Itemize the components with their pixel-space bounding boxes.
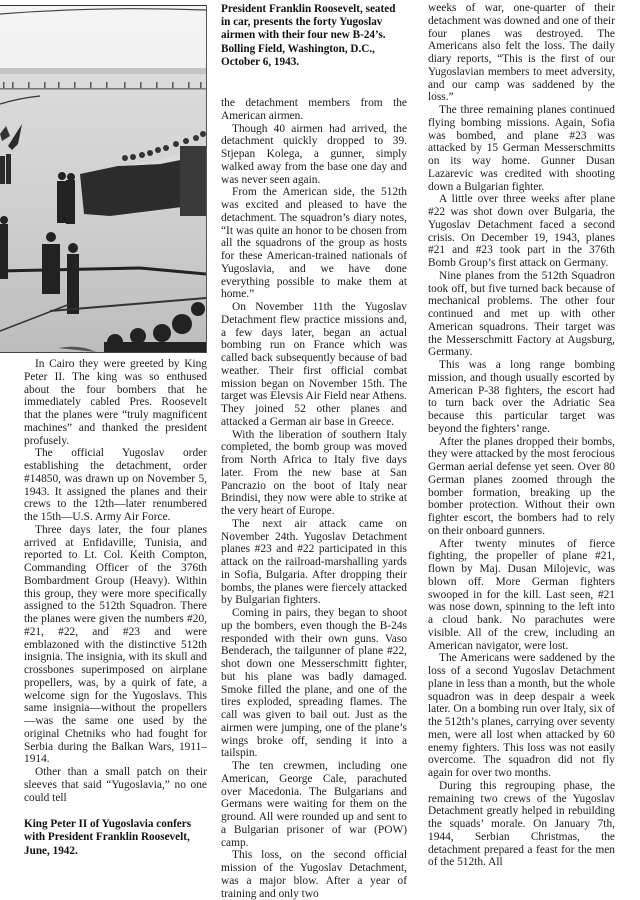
left-column-stack <box>24 358 207 858</box>
body-paragraph: Nine planes from the 512th Squadron took off, but five turned back because of mechanical problems. The other four continued and met up with other American squadrons. Their target was the Messerschmitt Factory at Augsburg, Germany. <box>428 269 615 359</box>
body-paragraph: Coming in pairs, they began to shoot up the bombers, even though the B-24s responded with their own guns. Vaso Benderach, the tailgunner of plane #22, shot down one Messerschmitt fighter, but his plane was badly damaged. Smoke filled the plane, and one of the tires exploded, spreading flames. The call was given to bail out. Just as the airmen were jumping, one of the plane’s wings broke off, sending it into a tailspin. <box>221 607 407 760</box>
text-column-middle <box>221 97 407 900</box>
body-paragraph: This loss, on the second official mission of the Yugoslav Detachment, was a major blow. After a year of training and only two <box>221 849 407 900</box>
body-paragraph: After twenty minutes of fierce fighting, the propeller of plane #21, flown by Maj. Dusan Milojevic, was blown off. More German fighters swooped in for the kill. Last seen, #21 was nose down, spinning to the left into a cloud bank. No parachutes were visible. All of the crew, including an American navigator, were lost. <box>428 537 615 652</box>
photo-image <box>0 6 206 352</box>
body-paragraph: In Cairo they were greeted by King Peter II. The king was so enthused about the four bombers that he immediately cabled Pres. Roosevelt that the planes were “truly magnificent machines” and thanked the president profusely. <box>24 358 207 447</box>
text-column-right <box>428 2 615 869</box>
body-paragraph: This was a long range bombing mission, and though usually escorted by American P-38 fighters, the escort had to turn back over the Adriatic Sea because this particular target was beyond the fighters’ range. <box>428 359 615 435</box>
body-paragraph: During this regrouping phase, the remaining two crews of the Yugoslav Detachment greatly helped in rebuilding the squads’ morale. On January 7th, 1944, Serbian Christmas, the detachment prepared a feast for the men of the 512th. All <box>428 779 615 869</box>
body-paragraph: A little over three weeks after plane #22 was shot down over Bulgaria, the Yugoslav Detachment faced a second crisis. On December 19, 1943, planes #21 and #23 took part in the 376th Bomb Group’s first attack on Germany. <box>428 193 615 269</box>
photo-caption-top: President Franklin Roosevelt, seated in car, presents the forty Yugoslav airmen with their four new B-24’s. Bolling Field, Washington, D.C., October 6, 1943. <box>221 3 396 68</box>
body-paragraph: Three days later, the four planes arrived at Enfidaville, Tunisia, and reported to Lt. Col. Keith Compton, Commanding Officer of the 376th Bombardment Group (Heavy). Within this group, they were more specifically assigned to the 512th Squadron. There the planes were given the numbers #20, #21, #22, and #23 and were emblazoned with the distinctive 512th insignia. The insignia, with its skull and crossbones superimposed on airplane propellers, was, by a quirk of fate, a welcome sign for the Yugoslavs. This same insignia—without the propellers—was the same one used by the original Chetniks who had fought for Serbia during the Balkan Wars, 1911–1914. <box>24 523 207 766</box>
photo-roosevelt-presentation <box>0 5 207 353</box>
photo-caption-bottom: King Peter II of Yugoslavia confers with President Franklin Roosevelt, June, 1942. <box>24 818 192 857</box>
body-paragraph: On November 11th the Yugoslav Detachment flew practice missions and, a few days later, began an actual bombing run on France which was called back subsequently because of bad weather. Their first official combat mission began on November 15th. The target was Elevsis Air Field near Athens. They joined 52 other planes and attacked a German air base in Greece. <box>221 301 407 428</box>
body-paragraph: From the American side, the 512th was excited and pleased to have the detachment. The squadron’s diary notes, “It was quite an honor to be chosen from all the squadrons of the group as hosts for these American-trained nationals of Yugoslavia, and we have done everything possible to make them at home.” <box>221 186 407 301</box>
body-paragraph: After the planes dropped their bombs, they were attacked by the most ferocious German aerial defense yet seen. Over 80 German planes zoomed through the bomber formation, breaking up the bomber protection. Without their own fighter escort, the bombers had to rely on their onboard gunners. <box>428 435 615 537</box>
body-paragraph: Other than a small patch on their sleeves that said “Yugoslavia,” no one could tell <box>24 766 207 804</box>
body-paragraph: the detachment members from the American airmen. <box>221 97 407 122</box>
text-column-left <box>24 358 207 804</box>
right-column-stack <box>428 2 615 869</box>
body-paragraph: The official Yugoslav order establishing the detachment, order #14850, was drawn up on November 5, 1943. It assigned the planes and their crews to the 12th—later renumbered the 15th—U.S. Army Air Force. <box>24 447 207 523</box>
body-paragraph: The ten crewmen, including one American, George Cale, parachuted over Macedonia. The Bulgarians and Germans were waiting for them on the ground. All were rounded up and sent to a Bulgarian prisoner of war (POW) camp. <box>221 760 407 849</box>
body-paragraph: With the liberation of southern Italy completed, the bomb group was moved from North Africa to Italy five days later. From the new base at San Pancrazio on the boot of Italy near Brindisi, they now were able to strike at the very heart of Europe. <box>221 428 407 518</box>
body-paragraph: Though 40 airmen had arrived, the detachment quickly dropped to 39. Stjepan Kolega, a gunner, simply walked away from the base one day and was never seen again. <box>221 122 407 186</box>
body-paragraph: The next air attack came on November 24th. Yugoslav Detachment planes #23 and #22 participated in this attack on the railroad-marshalling yards in Sofia, Bulgaria. After dropping their bombs, the planes were fiercely attacked by Bulgarian fighters. <box>221 517 407 607</box>
middle-column-stack <box>221 3 407 900</box>
body-paragraph: The Americans were saddened by the loss of a second Yugoslav Detachment plane in less than a month, but the whole squadron was in deep despair a week later. On a bombing run over Italy, six of the 512th’s planes, carrying over seventy men, were all lost when attacked by 60 enemy fighters. This loss was not easily overcome. The squadron did not fly again for over two months. <box>428 652 615 779</box>
body-paragraph: weeks of war, one-quarter of their detachment was downed and one of their four planes was destroyed. The Americans also felt the loss. The daily diary reports, “This is the first of our Yugoslavian members to meet adversity, and our camp was saddened by the loss.” <box>428 2 615 104</box>
body-paragraph: The three remaining planes continued flying bombing missions. Again, Sofia was bombed, and plane #23 was attacked by 15 German Messerschmitts on its way home. Gunner Dusan Lazarevic was credited with shooting down a Bulgarian fighter. <box>428 104 615 193</box>
